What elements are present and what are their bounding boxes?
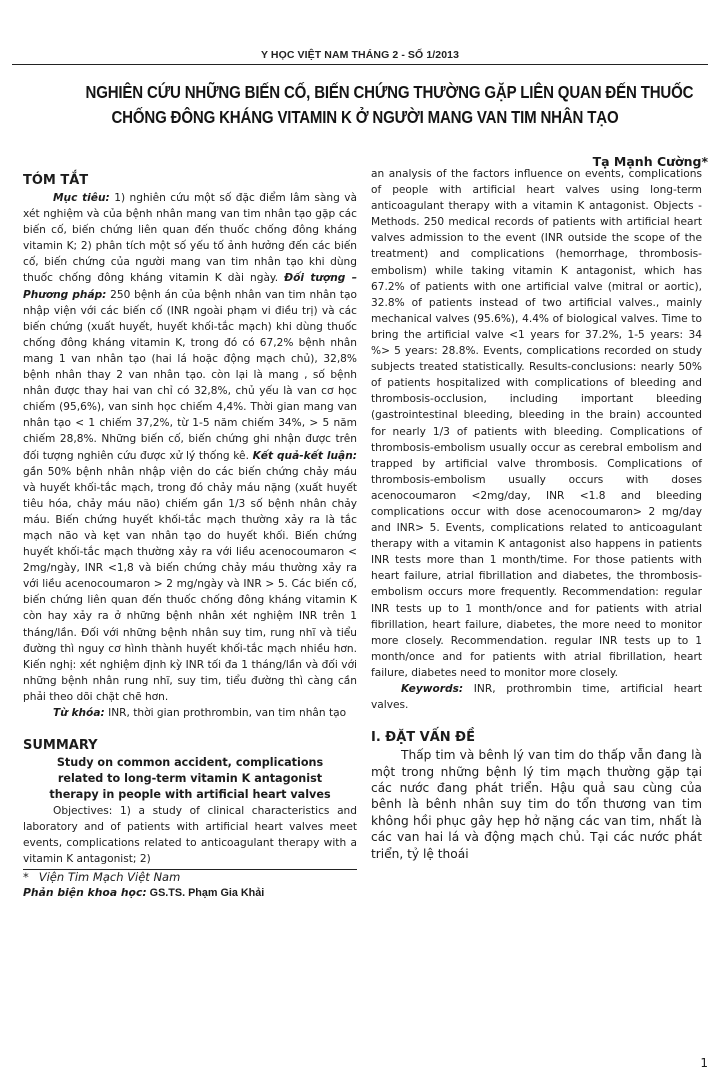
- tu-khoa-paragraph: [23, 705, 357, 721]
- ket-qua-text: gần 50% bệnh nhân nhập viện do các biến chứng chảy máu và huyết khối-tắc mạch, trong đó chảy máu nặng (xuất huyết tiêu hóa, chảy máu não) chiếm gần 1/3 số bệnh nhân chảy máu. Biến chứng huyết khối-tắc mạch thường xảy ra là tắc mạch não và kẹt van nhân tạo do huyết khối. Biến chứng huyết khối-tắc mạch thường xảy ra với liều acenocoumaron < 2mg/ngày, INR <1,8 và biến chứng chảy máu thường xảy ra với liều acenocoumaron > 2 mg/ngày và INR > 5. Các biến cố, biến chứng liên quan đến thuốc chống đông kháng vitamin K còn hay xảy ra ở những bệnh nhân xét nghiệm INR trên 1 tháng/lần. Đối với những bệnh nhân suy tim, rung nhĩ và tiểu đường thì nguy cơ hình thành huyết khối-tắc mạch nhiều hơn. Kiến nghị: xét nghiệm định kỳ INR tối đa 1 tháng/lần và đối với những bệnh nhân rung nhĩ, suy tim, tiểu đường thì càng cần phải theo dõi chặt chẽ hơn.: [23, 465, 357, 703]
- summary-title-line-2: related to long-term vitamin K antagonist: [57, 772, 323, 786]
- tom-tat-heading: TÓM TẮT: [23, 173, 89, 188]
- muc-tieu-label: Mục tiêu:: [53, 192, 110, 204]
- reviewer-name: GS.TS. Phạm Gia Khải: [146, 887, 265, 900]
- tom-tat-body: [23, 190, 357, 705]
- ket-qua-label: Kết quả-kết luận:: [252, 449, 357, 462]
- keywords-text: INR, prothrombin time, artificial heart valves.: [371, 683, 702, 712]
- header-rule: [12, 64, 708, 65]
- footnote-affiliation: [23, 870, 357, 885]
- intro-heading: I. ĐẶT VẤN ĐỀ: [371, 730, 475, 746]
- right-column: [371, 166, 702, 862]
- left-column: [23, 172, 357, 901]
- title-line-2: CHỐNG ĐÔNG KHÁNG VITAMIN K Ở NGƯỜI MANG VAN TIM NHÂN TẠO: [111, 107, 619, 127]
- doi-tuong-label: Đối tượng – Phương pháp:: [23, 272, 358, 301]
- title-line-1: NGHIÊN CỨU NHỮNG BIẾN CỐ, BIẾN CHỨNG THƯỜNG GẶP LIÊN QUAN ĐẾN THUỐC: [85, 82, 694, 102]
- article-title: [85, 80, 694, 130]
- footnote-reviewer: [23, 885, 357, 901]
- author-name: Tạ Mạnh Cường*: [592, 154, 708, 169]
- affiliation-text: Viện Tim Mạch Việt Nam: [38, 870, 181, 885]
- footnote-star: *: [23, 870, 29, 885]
- summary-title: [23, 755, 357, 803]
- summary-title-line-1: Study on common accident, complications: [56, 756, 324, 770]
- intro-body: Thấp tim và bênh lý van tim do thấp vẫn đang là một trong những bệnh lý tim mạch thường gặp tại các nước đang phát triển. Hậu quả sau cùng của bênh là bênh nhân suy tim do tổn thương van tim không hồi phục gây hẹp hở nặng các van tim, nhất là các van hai lá và động mạch chủ. Tại các nước phát triển, tỷ lệ thoái: [371, 748, 702, 861]
- summary-heading: SUMMARY: [23, 738, 98, 754]
- summary-body-right: an analysis of the factors influence on events, complications of people with artificial heart valves using long-term anticoagulant therapy with a vitamin K antagonist. Objects - Methods. 250 medical records of patients with artificial heart valves admission to the event (INR outside the scope of the treatment) and complications (hemorrhage, thrombosis-embolism) while taking vitamin K antagonist, which has 67.2% of patients with one artificial valve (mitral or aortic), 32.8% of patients instead of two artificial valves., mainly mechanical valves (95.6%), 4.4% of biological valves. Time to bring the artificial valve <1 years for 37.2%, 1-5 years: 34 %> 5 years: 28.8%. Events, complications recorded on study subjects treated statistically. Results-conclusions: nearly 50% of patients hospitalized with complications of bleeding and thrombosis-occlusion, including important bleeding (gastrointestinal bleeding, bleeding in the brain) accounted for nearly 1/3 of patients with bleeding. Complications of thrombosis-embolism usually occur as cerebral embolism and trapped by artificial valve thrombosis. Complications of thrombosis-embolism usually occurs with doses acenocoumaron <2mg/day, INR <1.8 and bleeding complications occur with dose acenocoumaron> 2 mg/day and INR> 5. Events, complications related to anticoagulant therapy with a vitamin K antagonist also happens in patients INR tests more than 1 month/time. For those patients with heart failure, atrial fibrillation and diabetes, the thrombosis-embolism occurs more frequently. Recommendation: regular INR tests up to 1 month/once and for patients with atrial fibrillation, heart failure, diabetes, the more need to monitor more closely. Recommendation. regular INR tests up to 1 month/once and for patients with atrial fibrillation, heart failure, diabetes need to monitor more closely.: [371, 168, 702, 679]
- muc-tieu-text: 1) nghiên cứu một số đặc điểm lâm sàng và xét nghiệm và của bệnh nhân mang van tim nhân tạo gặp các biến cố, biến chứng liên quan đến thuốc chống đông kháng vitamin K; 2) phân tích một số yếu tố ảnh hưởng đến các biến cố, biến chứng của người mang van tim nhân tạo khi dùng thuốc chống đông kháng vitamin K dài ngày.: [23, 192, 357, 285]
- reviewer-label: Phản biện khoa học:: [23, 886, 147, 900]
- tu-khoa-label: Từ khóa:: [53, 707, 105, 719]
- keywords-label: Keywords:: [401, 683, 464, 695]
- running-header: Y HỌC VIỆT NAM THÁNG 2 - SỐ 1/2013: [260, 49, 460, 61]
- doi-tuong-text: 250 bệnh án của bệnh nhân van tim nhân tạo nhập viện với các biến cố (INR ngoài phạm vi điều trị) và các biến chứng (xuất huyết, huyết khối-tắc mạch) khi dùng thuốc chống đông kháng vitamin K, trong đó có 67,2% bệnh nhân mang 1 van nhân tạo (hai lá hoặc động mạch chủ), 32,8% bệnh nhân thay 2 van nhân tạo. còn lại là mang , số bệnh nhân được thay hai van chỉ có 32,8%, chủ yếu là van cơ học chiếm (95,6%), van sinh học chiếm 4,4%. Thời gian mang van nhân tạo < 1 chiếm 37,2%, từ 1-5 năm chiếm 34%, > 5 năm chiếm 28,8%. Những biến cố, biến chứng ghi nhận được trên đối tượng nghiên cứu được xử lý thống kê.: [23, 288, 357, 462]
- keywords-paragraph: [371, 681, 702, 713]
- page-number: 1: [700, 1056, 708, 1070]
- summary-title-line-3: therapy in people with artificial heart valves: [49, 788, 331, 802]
- tu-khoa-text: INR, thời gian prothrombin, van tim nhân tạo: [104, 707, 347, 719]
- summary-body-left: Objectives: 1) a study of clinical characteristics and laboratory and of patients with artificial heart valves meet events, complications related to anticoagulant therapy with a vitamin K antagonist; 2): [23, 805, 357, 866]
